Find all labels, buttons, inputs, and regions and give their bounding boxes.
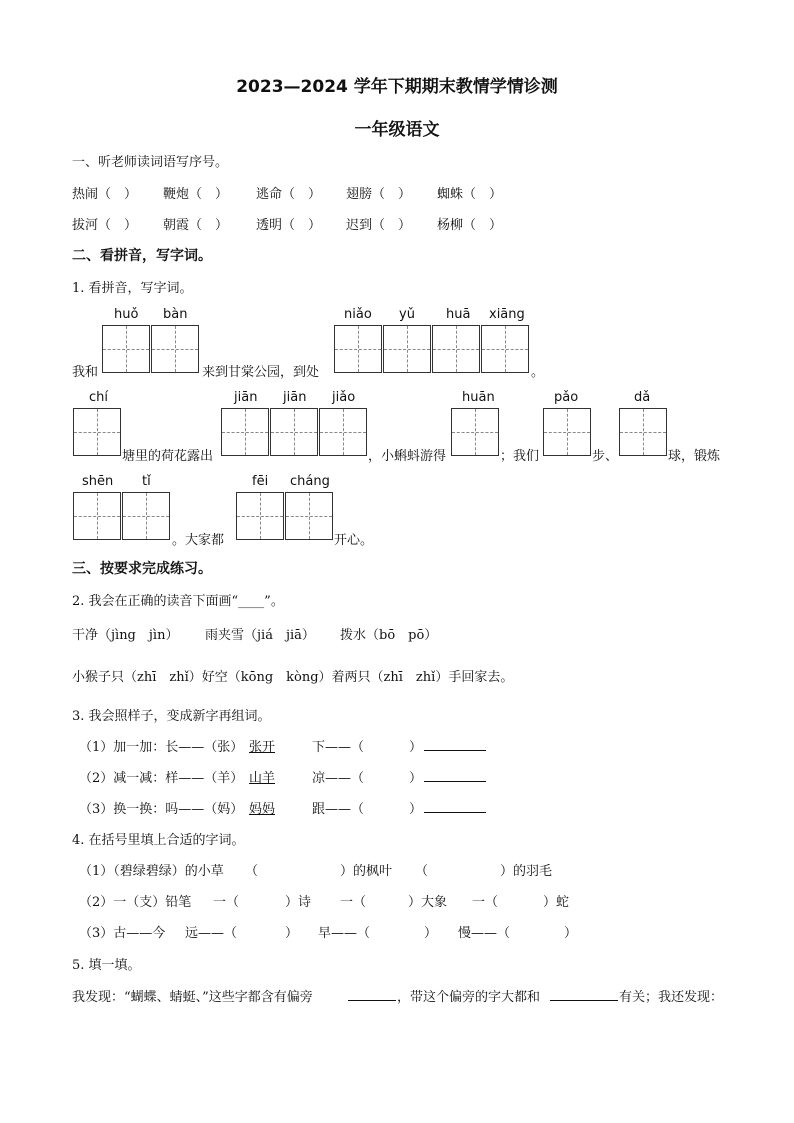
sentence-text: 。大家都 — [172, 533, 225, 548]
answer-line[interactable] — [424, 812, 486, 813]
pinyin: cháng — [290, 474, 330, 489]
pinyin: fēi — [252, 474, 269, 489]
writing-grid-box[interactable] — [432, 325, 480, 373]
exercise-word: 凉——（ — [312, 771, 365, 786]
question-5-label: 5. 填一填。 — [72, 958, 141, 973]
section-1-heading: 一、听老师读词语写序号。 — [72, 155, 229, 170]
question-4-label: 4. 在括号里填上合适的字词。 — [72, 833, 245, 848]
sentence-text: ；我们 — [500, 449, 540, 464]
sentence-text: 来到甘棠公园，到处 — [202, 365, 320, 380]
answer-line[interactable] — [424, 781, 486, 782]
fill-text: （3）古——今 — [79, 926, 166, 941]
sentence-text: 步、 — [592, 449, 619, 464]
fill-paren[interactable]: 一（ — [340, 895, 367, 910]
sentence-text: 开心。 — [334, 533, 374, 548]
pinyin: shēn — [82, 474, 114, 489]
fill-text: （2）一（支）铅笔 — [79, 895, 192, 910]
fill-paren: ） — [564, 926, 578, 941]
pinyin: chí — [89, 390, 108, 405]
word-blank[interactable]: 朝霞（ ） — [163, 218, 229, 233]
writing-grid-box[interactable] — [619, 408, 667, 456]
exercise-prefix: （3）换一换：吗——（妈） — [79, 802, 244, 817]
pinyin: bàn — [163, 307, 188, 322]
fill-text: ）诗 — [285, 895, 312, 910]
writing-grid-box[interactable] — [451, 408, 499, 456]
fill-paren[interactable]: 一（ — [472, 895, 499, 910]
pinyin: xiāng — [489, 307, 525, 322]
sentence-text: 。 — [531, 365, 545, 380]
fill-text: ）的枫叶 — [340, 864, 393, 879]
fill-paren[interactable]: 早——（ — [318, 926, 371, 941]
writing-grid-box[interactable] — [319, 408, 367, 456]
question-2-label: 2. 我会在正确的读音下面画“____”。 — [72, 594, 284, 609]
exercise-close: ） — [409, 802, 423, 817]
fill-paren: ） — [285, 926, 299, 941]
answer-line[interactable] — [424, 750, 486, 751]
sentence-text: 球，锻炼 — [668, 449, 721, 464]
fill-text: （1）（碧绿碧绿）的小草 — [79, 864, 224, 879]
pinyin: niǎo — [344, 307, 372, 322]
word-blank[interactable]: 热闹（ ） — [72, 187, 138, 202]
pinyin: jiǎo — [332, 390, 356, 405]
pronunciation-choice[interactable]: 干净（jìng jìn） — [72, 628, 179, 643]
fill-paren[interactable]: 一（ — [213, 895, 240, 910]
word-blank[interactable]: 透明（ ） — [256, 218, 322, 233]
fill-paren[interactable]: （ — [245, 864, 259, 879]
word-blank[interactable]: 拔河（ ） — [72, 218, 138, 233]
answer-line[interactable] — [348, 1000, 396, 1001]
pronunciation-choice[interactable]: 拨水（bō pō） — [340, 628, 438, 643]
writing-grid-box[interactable] — [236, 492, 284, 540]
sentence-text: 我和 — [72, 365, 99, 380]
pinyin: jiān — [234, 390, 258, 405]
writing-grid-box[interactable] — [481, 325, 529, 373]
fill-paren[interactable]: （ — [415, 864, 429, 879]
question-1-label: 1. 看拼音，写字词。 — [72, 281, 193, 296]
section-3-heading: 三、按要求完成练习。 — [72, 561, 212, 577]
question-3-label: 3. 我会照样子，变成新字再组词。 — [72, 709, 271, 724]
fill-text: ）大象 — [408, 895, 448, 910]
writing-grid-box[interactable] — [270, 408, 318, 456]
writing-grid-box[interactable] — [73, 492, 121, 540]
section-2-heading: 二、看拼音，写字词。 — [72, 248, 212, 264]
sentence-text: 塘里的荷花露出 — [122, 449, 214, 464]
pinyin: jiān — [283, 390, 307, 405]
fill-paren: ） — [424, 926, 438, 941]
writing-grid-box[interactable] — [102, 325, 150, 373]
pronunciation-sentence[interactable]: 小猴子只（zhī zhǐ）好空（kōng kòng）着两只（zhī zhǐ）手回家去。 — [72, 670, 514, 685]
fill-text: ）蛇 — [543, 895, 570, 910]
pinyin: huā — [446, 307, 471, 322]
fill-text: 我发现：“蝴蝶、蜻蜓、”这些字都含有偏旁 — [72, 990, 313, 1005]
pinyin: pǎo — [554, 390, 579, 405]
pinyin: huān — [462, 390, 495, 405]
writing-grid-box[interactable] — [151, 325, 199, 373]
fill-text: 有关；我还发现： — [619, 990, 724, 1005]
writing-grid-box[interactable] — [383, 325, 431, 373]
word-blank[interactable]: 翅膀（ ） — [346, 187, 412, 202]
fill-paren[interactable]: 远——（ — [185, 926, 238, 941]
fill-text: ，带这个偏旁的字大都和 — [397, 990, 541, 1005]
word-blank[interactable]: 杨柳（ ） — [437, 218, 503, 233]
example-word: 妈妈 — [249, 802, 276, 817]
pinyin: dǎ — [634, 390, 651, 405]
exercise-prefix: （1）加一加：长——（张） — [79, 740, 244, 755]
page-subtitle: 一年级语文 — [354, 120, 440, 140]
pronunciation-choice[interactable]: 雨夹雪（jiá jiā） — [205, 628, 315, 643]
writing-grid-box[interactable] — [285, 492, 333, 540]
example-word: 张开 — [249, 740, 276, 755]
writing-grid-box[interactable] — [334, 325, 382, 373]
exercise-prefix: （2）减一减：样——（羊） — [79, 771, 244, 786]
exercise-word: 下——（ — [312, 740, 365, 755]
pinyin: yǔ — [399, 307, 415, 322]
sentence-text: ，小蝌蚪游得 — [368, 449, 447, 464]
writing-grid-box[interactable] — [221, 408, 269, 456]
pinyin: tǐ — [142, 474, 151, 489]
exercise-word: 跟——（ — [312, 802, 365, 817]
page-title: 2023—2024 学年下期期末教情学情诊测 — [236, 77, 558, 97]
exercise-close: ） — [409, 771, 423, 786]
fill-paren[interactable]: 慢——（ — [458, 926, 511, 941]
writing-grid-box[interactable] — [543, 408, 591, 456]
writing-grid-box[interactable] — [73, 408, 121, 456]
word-blank[interactable]: 鞭炮（ ） — [163, 187, 229, 202]
word-blank[interactable]: 蜘蛛（ ） — [437, 187, 503, 202]
exercise-close: ） — [409, 740, 423, 755]
pinyin: huǒ — [114, 307, 139, 322]
example-word: 山羊 — [249, 771, 276, 786]
writing-grid-box[interactable] — [122, 492, 170, 540]
fill-text: ）的羽毛 — [500, 864, 553, 879]
answer-line[interactable] — [550, 1000, 618, 1001]
word-blank[interactable]: 迟到（ ） — [346, 218, 412, 233]
word-blank[interactable]: 逃命（ ） — [256, 187, 322, 202]
